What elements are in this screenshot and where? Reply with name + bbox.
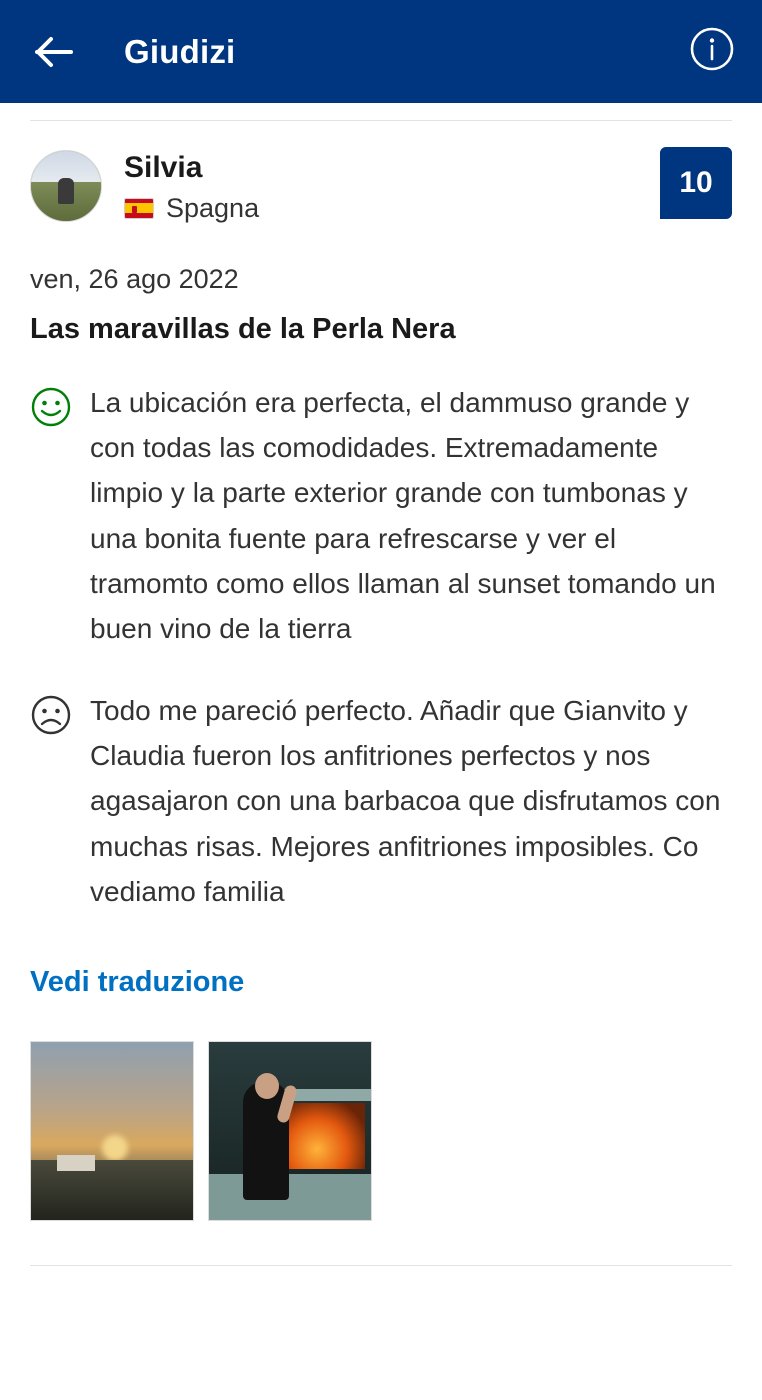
info-button[interactable] bbox=[688, 28, 736, 76]
review-content bbox=[0, 120, 762, 1266]
review-photos bbox=[30, 1041, 732, 1221]
smiley-happy-icon bbox=[30, 386, 74, 433]
positive-comment-text: La ubicación era perfecta, el dammuso grande y con todas las comodidades. Extremadamente limpio y la parte exterior grande con tumbonas y una bonita fuente para refrescarse y ver el tramomto como ellos llaman al sunset tomando un buen vino de la tierra bbox=[90, 386, 716, 645]
review-date: ven, 26 ago 2022 bbox=[30, 263, 239, 294]
reviewer-meta bbox=[124, 149, 259, 224]
avatar bbox=[30, 150, 102, 222]
review-photo-fireplace[interactable] bbox=[208, 1041, 372, 1221]
info-circle-icon bbox=[689, 26, 735, 77]
negative-comment-text: Todo me pareció perfecto. Añadir que Gianvito y Claudia fueron los anfitriones perfectos y nos agasajaron con una barbacoa que disfrutamos con muchas risas. Mejores anfitriones imposibles. Co vediamo familia bbox=[90, 694, 721, 908]
reviewer-name: Silvia bbox=[124, 151, 203, 184]
score-badge: 10 bbox=[660, 147, 732, 219]
arrow-left-icon bbox=[35, 36, 75, 68]
reviewer-header bbox=[30, 121, 732, 230]
back-button[interactable] bbox=[28, 25, 82, 79]
negative-comment bbox=[30, 688, 732, 915]
country-label: Spagna bbox=[166, 192, 260, 223]
see-translation-link[interactable]: Vedi traduzione bbox=[30, 966, 245, 999]
reviewer-country bbox=[124, 193, 259, 224]
positive-comment bbox=[30, 380, 732, 652]
spain-flag-icon bbox=[124, 198, 154, 219]
smiley-sad-icon bbox=[30, 694, 74, 741]
app-bar bbox=[0, 0, 762, 103]
page-title: Giudizi bbox=[124, 32, 236, 70]
review-photo-sunset[interactable] bbox=[30, 1041, 194, 1221]
divider-bottom bbox=[30, 1265, 732, 1266]
review-title: Las maravillas de la Perla Nera bbox=[30, 312, 456, 345]
